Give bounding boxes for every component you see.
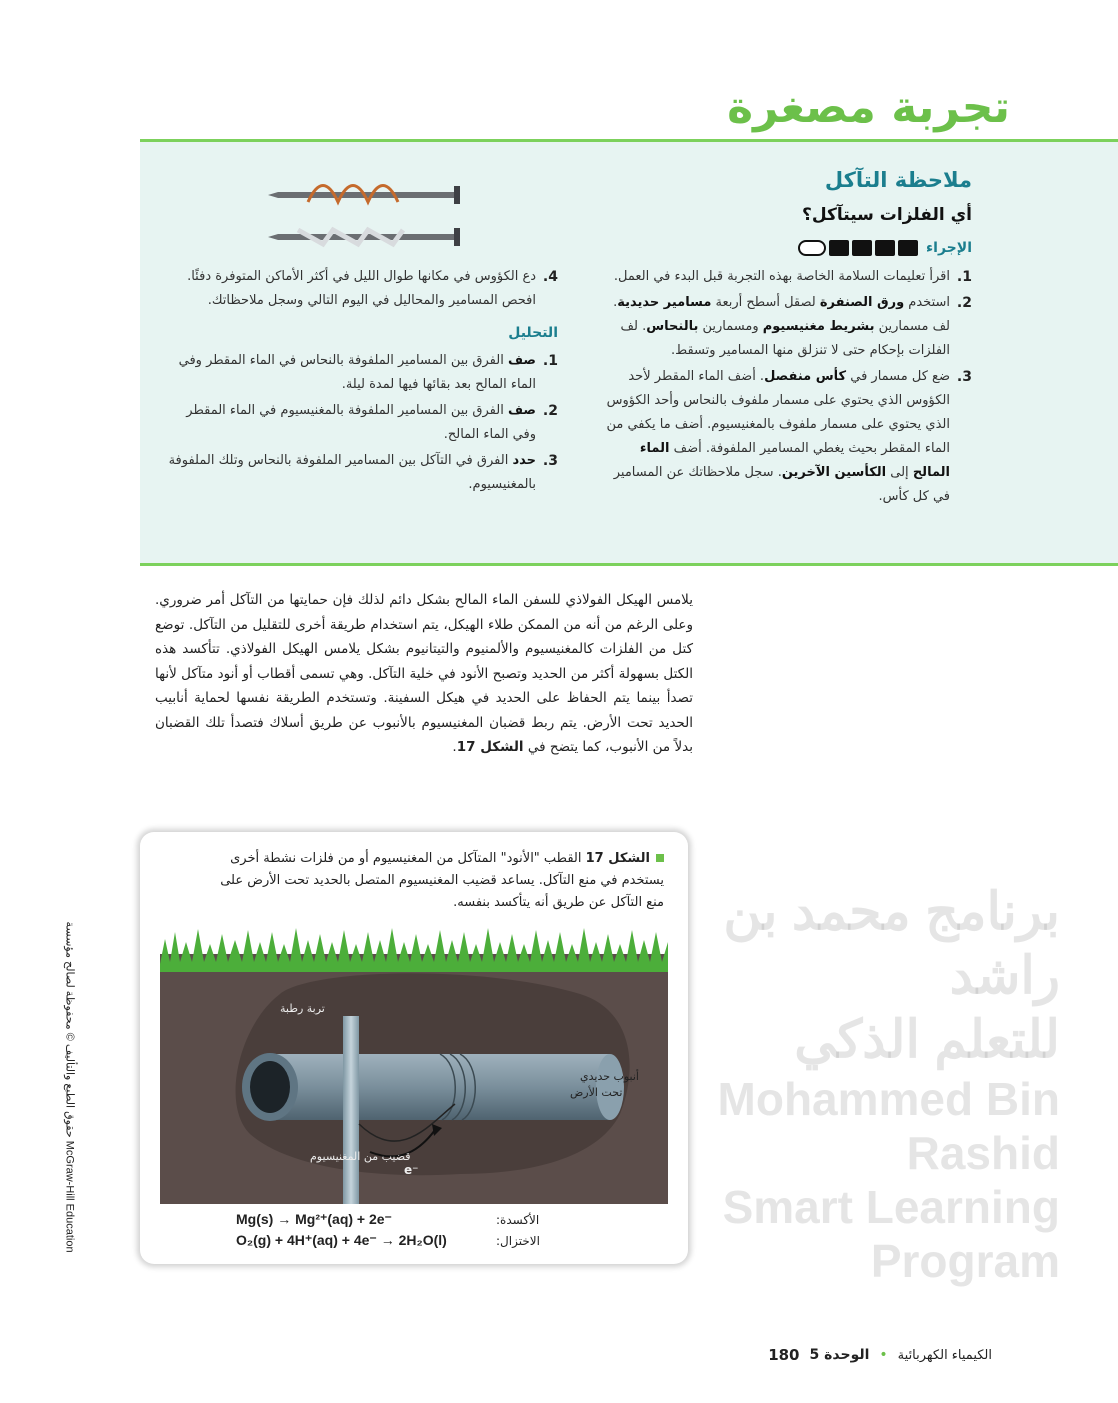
step-number: 3.: [542, 453, 558, 469]
footer-bullet-icon: •: [879, 1347, 888, 1363]
step-bold: مسامير حديدية: [617, 295, 712, 310]
page-footer: [768, 1346, 992, 1364]
step-bold: حدد: [512, 453, 536, 468]
pipe-opening: [250, 1061, 290, 1113]
figure-caption: [204, 848, 664, 914]
watermark-english-line2: Smart Learning Program: [722, 1181, 1060, 1287]
step-bold: الكأسين الآخرين: [781, 465, 887, 480]
oxidation-label: الأكسدة:: [496, 1213, 540, 1227]
step-bold: كأس منفصل: [764, 369, 847, 384]
sharp-object-icon: [875, 240, 895, 256]
safety-icons: [798, 240, 918, 256]
step-bold: الماء المالح: [639, 441, 950, 480]
goggles-icon: [798, 240, 826, 256]
procedure-step-3: [600, 365, 972, 509]
watermark-arabic-line2: للتعلم الذكي: [794, 1011, 1060, 1069]
procedure-steps-column: [600, 265, 972, 511]
caption-bullet-icon: [656, 854, 664, 862]
apron-icon: [829, 240, 849, 256]
step-text: دع الكؤوس في مكانها طوال الليل في أكثر الأماكن المتوفرة دفئًا. افحص المسامير والمحاليل في اليوم التالي وسجل ملاحظاتك.: [187, 269, 536, 308]
analysis-step-3: [160, 449, 558, 497]
analysis-step-1: [160, 349, 558, 397]
step-text: إلى: [886, 465, 913, 480]
hand-wash-icon: [898, 240, 918, 256]
step-text: ومسمارين: [698, 319, 763, 334]
procedure-label: الإجراء: [926, 240, 972, 256]
step-number: 1.: [542, 353, 558, 369]
step-number: 4.: [542, 269, 558, 285]
mini-lab-top-rule: [140, 139, 1118, 142]
body-text: يلامس الهيكل الفولاذي للسفن الماء المالح بشكل دائم لذلك فإن حمايتها من التآكل أمر ضروري. وعلى الرغم من أنه من الممكن طلاء الهيكل، يتم استخدام طريقة أخرى للتقليل من التآكل. توضع كتل من الفلزات كالمغنيسيوم والألمنيوم والتيتانيوم بشكل يلامس الهيكل الفولاذي. تتأكسد هذه الكتل بسهولة أكثر من الحديد وتصبح الأنود في خلية التآكل. وهي تسمى أقطاب أو أنود متآكل لأنها تصدأ بينما يتم الحفاظ على الحديد في هيكل السفينة. وتستخدم الطريقة نفسها لحماية أنابيب الحديد تحت الأرض. يتم ربط قضبان المغنيسيوم بالأنبوب عن طريق أسلاك فتصدأ تلك القضبان بدلاً من الأنبوب، كما يتضح في: [155, 592, 693, 755]
step-text: الفرق في التآكل بين المسامير الملفوفة بالنحاس وتلك الملفوفة بالمغنيسيوم.: [168, 453, 536, 492]
analysis-step-2: [160, 399, 558, 447]
iron-pipe: [270, 1054, 610, 1120]
step-bold: صف: [507, 403, 536, 418]
body-paragraph: [155, 588, 693, 760]
figure-illustration: [160, 924, 668, 1254]
grass: [160, 928, 668, 972]
unit-label: الوحدة 5: [809, 1347, 870, 1363]
nails-illustration: [268, 180, 468, 250]
procedure-header: [798, 240, 972, 256]
nail-magnesium-wrapped: [268, 228, 460, 246]
step-text: استخدم: [904, 295, 950, 310]
caption-text: القطب "الأنود" المتآكل من المغنيسيوم أو من فلزات نشطة أخرى يستخدم في منع التآكل. يساعد قضيب المغنيسيوم المتصل بالحديد تحت الأرض على منع التآكل عن طريق أنه يتأكسد بنفسه.: [220, 851, 664, 910]
procedure-step-2: [600, 291, 972, 363]
chapter-name: الكيمياء الكهربائية: [897, 1347, 992, 1363]
label-pipe-line1: أنبوب حديدي: [580, 1070, 639, 1083]
lab-question: أي الفلزات سيتآكل؟: [801, 205, 972, 225]
procedure-step-4: [160, 265, 558, 313]
step-number: 2.: [956, 295, 972, 311]
title-bar: [710, 82, 1010, 142]
step-text: . لف الفلزات بإحكام حتى لا تنزلق منها المسامير وتسقط.: [620, 319, 950, 358]
step-bold: ورق الصنفرة: [819, 295, 905, 310]
watermark-english-line1: Mohammed Bin Rashid: [717, 1073, 1060, 1179]
step-text: لصقل أسطح أربعة: [711, 295, 820, 310]
step-number: 3.: [956, 369, 972, 385]
caption-label: الشكل 17: [585, 851, 650, 866]
label-magnesium-rod: قضيب من المغنيسيوم: [310, 1150, 411, 1163]
figure-reference: الشكل 17: [456, 739, 524, 755]
reduction-equation: O₂(g) + 4H⁺(aq) + 4e⁻ → 2H₂O(l): [236, 1232, 447, 1248]
label-electron: e⁻: [404, 1163, 419, 1177]
magnesium-rod: [343, 1016, 359, 1208]
page-title: تجربة مصغرة: [727, 82, 1010, 133]
reduction-label: الاختزال:: [496, 1234, 540, 1248]
step-number: 1.: [956, 269, 972, 285]
step-text: ضع كل مسمار في: [846, 369, 950, 384]
copyright-text: حقوق الطبع والتأليف © محفوظة لصالح مؤسسة McGraw-Hill Education: [63, 921, 76, 1253]
step-text: . سجل ملاحظاتك عن المسامير في كل كأس.: [613, 465, 950, 504]
step-text: الفرق بين المسامير الملفوفة بالنحاس في الماء المقطر وفي الماء المالح بعد بقائها فيها لمدة ليلة.: [178, 353, 536, 392]
step-number: 2.: [542, 403, 558, 419]
label-moist-soil: تربة رطبة: [280, 1002, 325, 1015]
step-bold: صف: [507, 353, 536, 368]
watermark-arabic-line1: برنامج محمد بن راشد: [723, 883, 1060, 1005]
page-number: 180: [768, 1346, 800, 1364]
oxidation-equation: Mg(s) → Mg²⁺(aq) + 2e⁻: [236, 1211, 392, 1227]
step-bold: بشريط مغنيسيوم: [762, 319, 875, 334]
step-text: الفرق بين المسامير الملفوفة بالمغنيسيوم في الماء المقطر وفي الماء المالح.: [186, 403, 536, 442]
gloves-icon: [852, 240, 872, 256]
step-text: . لف مسمارين: [613, 295, 950, 334]
copyright-sidebar: [60, 921, 76, 1265]
lab-title: ملاحظة التآكل: [824, 168, 972, 192]
nail-copper-wrapped: [268, 186, 460, 205]
mini-lab-bottom-rule: [140, 563, 1118, 566]
figure-17-card: [140, 832, 688, 1264]
label-pipe-line2: تحت الأرض: [570, 1086, 623, 1099]
watermark: [640, 880, 1060, 1288]
procedure-step-1: [600, 265, 972, 289]
analysis-column: [160, 265, 558, 499]
step-text: اقرأ تعليمات السلامة الخاصة بهذه التجربة قبل البدء في العمل.: [613, 269, 950, 284]
body-text-end: .: [452, 739, 457, 755]
analysis-label: التحليل: [508, 325, 558, 341]
step-bold: بالنحاس: [646, 319, 699, 334]
step-text: . أضف الماء المقطر لأحد الكؤوس الذي يحتوي على مسمار ملفوف بالنحاس وأحد الكؤوس الذي يحتوي على مسمار ملفوف بالمغنيسيوم. أضف ما يكفي من الماء المقطر بحيث يغطي المسامير الملفوفة. أضف: [606, 369, 950, 456]
